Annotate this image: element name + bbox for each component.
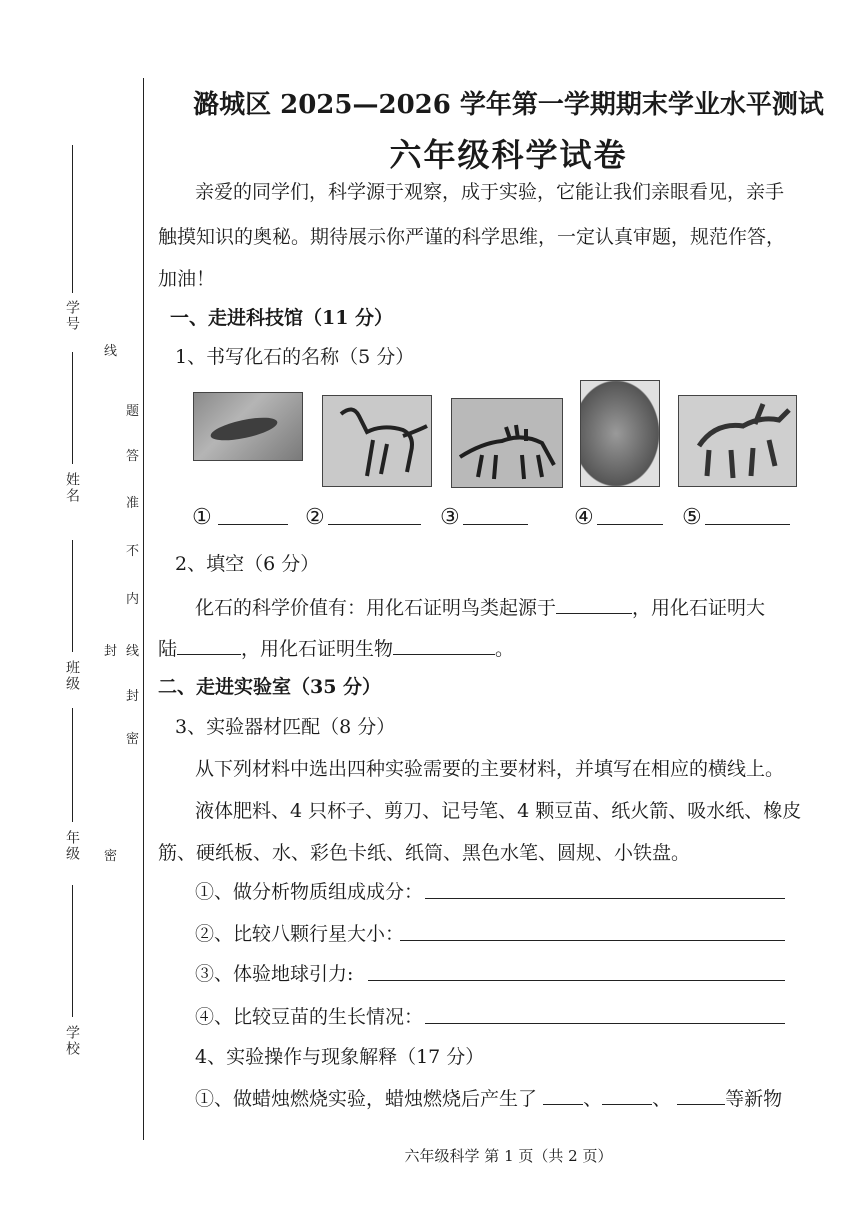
intro-line-2: 触摸知识的奥秘。期待展示你严谨的科学思维，一定认真审题，规范作答， [158, 226, 786, 248]
fossil-answer-5[interactable] [705, 508, 790, 525]
fossil-label-3: ③ [440, 505, 460, 530]
exam-title: 潞城区 2025—2026 学年第一学期期末学业水平测试 [193, 90, 824, 120]
seal-char: 密 [126, 732, 140, 747]
fossil-image-4 [580, 380, 660, 487]
fossil-image-3 [451, 398, 563, 488]
q2-blank-1[interactable] [556, 597, 632, 614]
student-id-field[interactable] [72, 145, 73, 293]
section-1-heading: 一、走进科技馆（11 分） [170, 307, 394, 329]
page-footer: 六年级科学 第 1 页（共 2 页） [404, 1147, 613, 1165]
q2-text: 陆 [158, 638, 178, 660]
seal-char: 封 [126, 689, 140, 704]
fossil-label-4: ④ [574, 505, 594, 530]
class-field[interactable] [72, 540, 73, 652]
question-1-title: 1、书写化石的名称（5 分） [175, 346, 415, 368]
q3-answer-3[interactable] [368, 964, 785, 981]
class-label: 班级 [64, 660, 80, 692]
fossil-answer-1[interactable] [218, 508, 288, 525]
q3-answer-2[interactable] [400, 924, 785, 941]
question-3-title: 3、实验器材匹配（8 分） [175, 716, 396, 738]
materials-line-1: 液体肥料、4 只杯子、剪刀、记号笔、4 颗豆苗、纸火箭、吸水纸、橡皮 [195, 800, 802, 822]
fossil-label-2: ② [305, 505, 325, 530]
seal-char: 线 [126, 644, 140, 659]
fossil-image-2 [322, 395, 432, 487]
seal-char: 答 [126, 449, 140, 464]
question-4-title: 4、实验操作与现象解释（17 分） [195, 1046, 485, 1068]
seal-char: 准 [126, 496, 140, 511]
seal-char: 内 [126, 592, 140, 607]
fossil-image-1 [193, 392, 303, 461]
student-name-label: 姓名 [64, 472, 80, 504]
seal-char-mi: 密 [104, 849, 118, 864]
seal-char-line: 线 [104, 344, 118, 359]
question-3-instruction: 从下列材料中选出四种实验需要的主要材料，并填写在相应的横线上。 [195, 758, 785, 780]
seal-char: 题 [126, 404, 140, 419]
school-label: 学校 [64, 1025, 80, 1057]
q3-item-1: ①、做分析物质组成成分： [195, 881, 424, 903]
q4-blank-1[interactable] [543, 1088, 583, 1105]
exam-subtitle: 六年级科学试卷 [389, 136, 628, 174]
q4-text: 等新物 [725, 1088, 783, 1110]
seal-char: 封 [104, 644, 118, 659]
materials-line-2: 筋、硬纸板、水、彩色卡纸、纸筒、黑色水笔、圆规、小铁盘。 [158, 842, 691, 864]
q2-text: 化石的科学价值有：用化石证明鸟类起源于 [195, 597, 557, 619]
q3-answer-1[interactable] [425, 882, 785, 899]
fossil-answer-4[interactable] [597, 508, 663, 525]
fossil-label-5: ⑤ [682, 505, 702, 530]
q3-item-2: ②、比较八颗行星大小： [195, 923, 405, 945]
student-id-label: 学号 [64, 300, 80, 332]
q3-answer-4[interactable] [425, 1007, 785, 1024]
binding-line [143, 78, 144, 1140]
intro-line-3: 加油！ [158, 268, 216, 290]
q2-text: 。 [495, 638, 515, 660]
q4-text: ①、做蜡烛燃烧实验，蜡烛燃烧后产生了 [195, 1088, 538, 1110]
q2-blank-2[interactable] [177, 638, 241, 655]
q4-item-1 [195, 1088, 782, 1109]
fossil-answer-2[interactable] [328, 508, 421, 525]
q2-text: ，用化石证明生物 [241, 638, 394, 660]
fossil-label-1: ① [192, 505, 212, 530]
q2-text: ，用化石证明大 [632, 597, 766, 619]
school-field[interactable] [72, 885, 73, 1017]
q4-blank-3[interactable] [677, 1088, 725, 1105]
q4-blank-2[interactable] [602, 1088, 652, 1105]
q3-item-4: ④、比较豆苗的生长情况： [195, 1006, 424, 1028]
question-2-line-1 [195, 597, 765, 618]
intro-line-1: 亲爱的同学们，科学源于观察，成于实验，它能让我们亲眼看见，亲手 [195, 181, 785, 203]
section-2-heading: 二、走进实验室（35 分） [158, 676, 382, 698]
grade-field[interactable] [72, 708, 73, 822]
fossil-answer-3[interactable] [463, 508, 528, 525]
q3-item-3: ③、体验地球引力: [195, 963, 354, 985]
question-2-title: 2、填空（6 分） [175, 553, 320, 575]
q4-text: 、 [583, 1088, 603, 1110]
student-name-field[interactable] [72, 352, 73, 464]
seal-char: 不 [126, 544, 140, 559]
q2-blank-3[interactable] [393, 638, 495, 655]
question-2-line-2 [158, 638, 514, 659]
fossil-image-5 [678, 395, 797, 487]
binding-margin [0, 0, 150, 1226]
grade-label: 年级 [64, 830, 80, 862]
q4-text: 、 [652, 1088, 672, 1110]
